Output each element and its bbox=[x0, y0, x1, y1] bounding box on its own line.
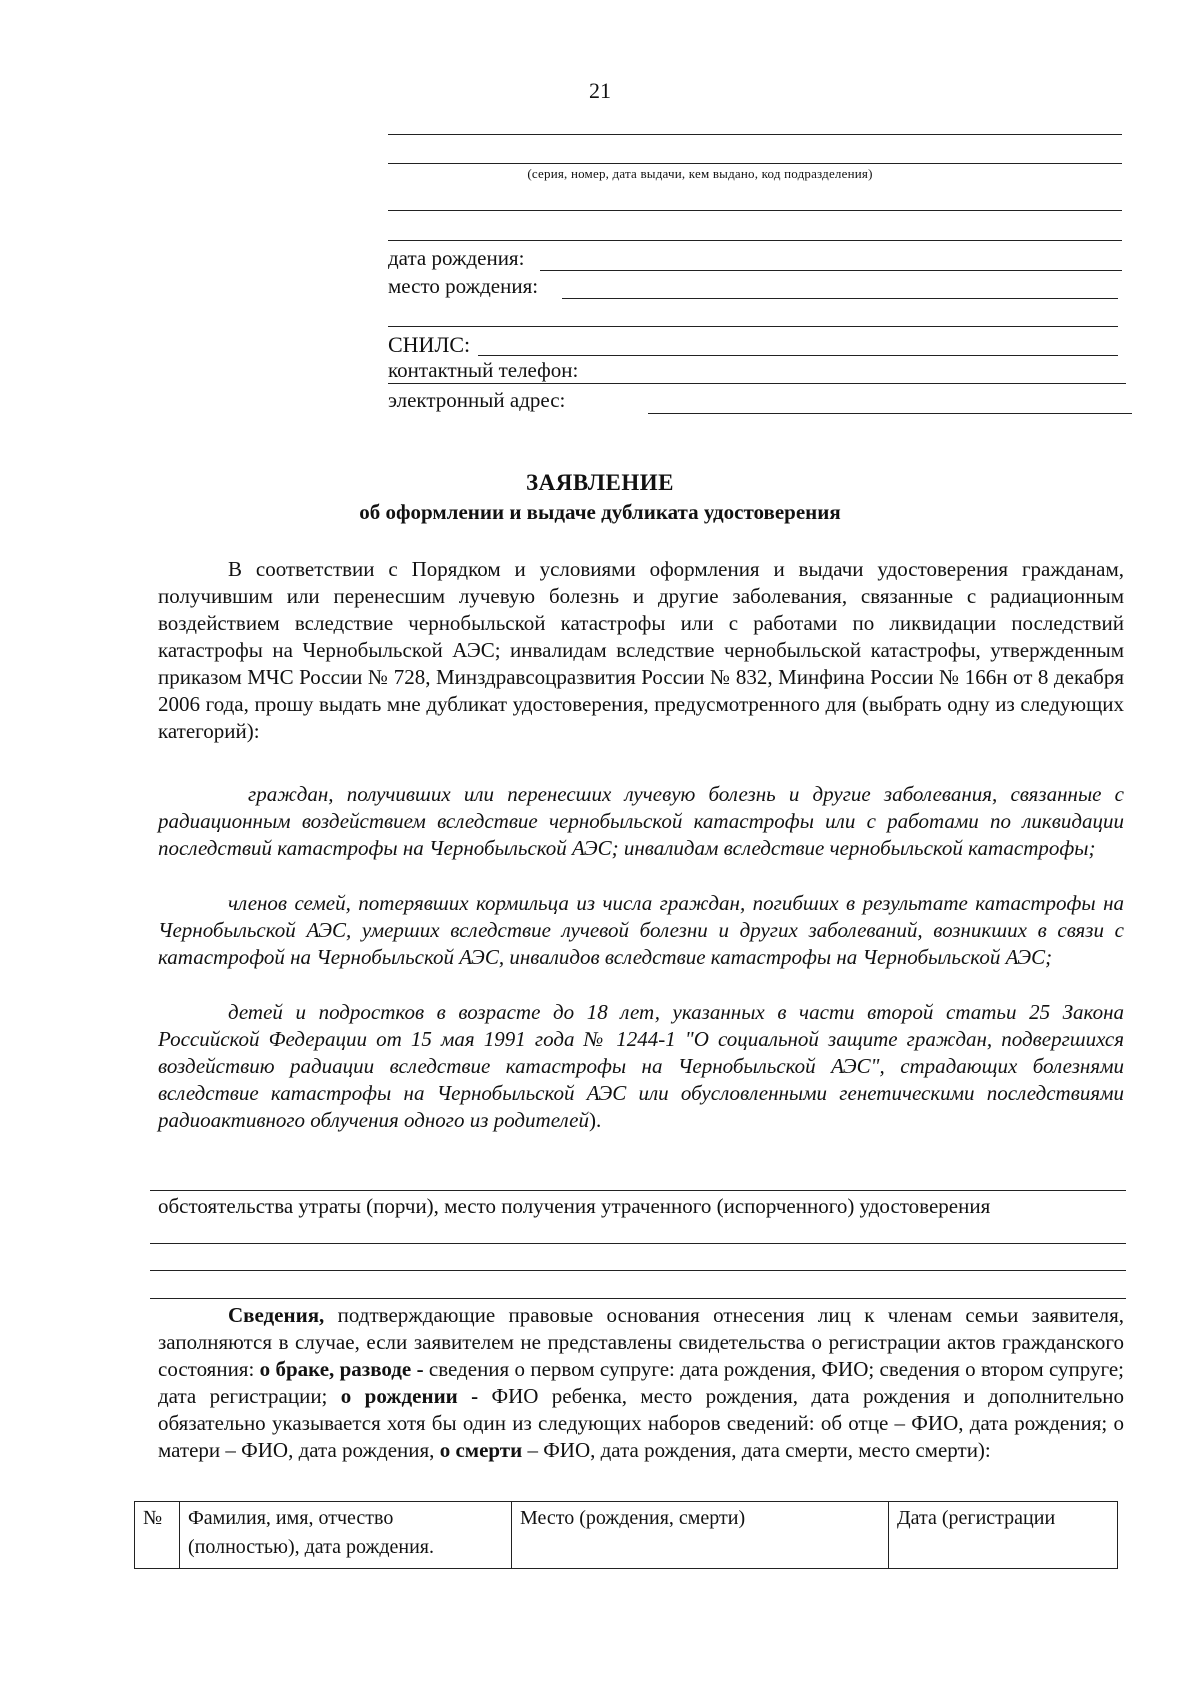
loss-line-2[interactable] bbox=[150, 1243, 1126, 1244]
table-header-name: Фамилия, имя, отчество (полностью), дата рождения. bbox=[180, 1502, 512, 1569]
snils-field[interactable] bbox=[478, 355, 1118, 356]
info-text-2: сведения о первом супруге: дата рождения, ФИО; сведения о втором супруге; дата регистрации; bbox=[158, 1357, 1124, 1408]
passport-line-4[interactable] bbox=[388, 240, 1122, 241]
info-paragraph bbox=[158, 1302, 1124, 1464]
loss-line-4[interactable] bbox=[150, 1298, 1126, 1299]
info-text-4: – ФИО, дата рождения, дата смерти, место смерти): bbox=[522, 1438, 991, 1462]
info-text-1: подтверждающие правовые основания отнесения лиц к членам семьи заявителя, заполняются в случае, если заявителем не представлены свидетельства о регистрации актов гражданского состояния: bbox=[158, 1303, 1124, 1381]
snils-label: СНИЛС: bbox=[388, 332, 471, 357]
loss-caption: обстоятельства утраты (порчи), место получения утраченного (испорченного) удостоверения bbox=[158, 1194, 991, 1218]
loss-line-1[interactable] bbox=[150, 1190, 1126, 1191]
passport-caption: (серия, номер, дата выдачи, кем выдано, код подразделения) bbox=[527, 166, 873, 181]
phone-label: контактный телефон: bbox=[388, 358, 579, 382]
birth-place-field[interactable] bbox=[562, 298, 1118, 299]
birth-date-field[interactable] bbox=[540, 270, 1122, 271]
passport-line-2[interactable] bbox=[388, 163, 1122, 164]
table-header-number: № bbox=[135, 1502, 180, 1569]
table-header-row bbox=[135, 1502, 1118, 1569]
phone-field[interactable] bbox=[388, 383, 1126, 384]
passport-line-3[interactable] bbox=[388, 210, 1122, 211]
info-lead: Сведения, bbox=[228, 1303, 325, 1327]
info-bold-death: о смерти bbox=[439, 1438, 523, 1462]
passport-line-1[interactable] bbox=[388, 134, 1122, 135]
birth-date-label: дата рождения: bbox=[388, 246, 525, 270]
category-option-2[interactable]: членов семей, потерявших кормильца из числа граждан, погибших в результате катастрофы на Чернобыльской АЭС, умерших вследствие лучевой болезни и других заболеваний, возникших в связи с катастрофой на Чернобыльской АЭС, инвалидов вследствие катастрофы на Чернобыльской АЭС; bbox=[158, 891, 1124, 969]
info-bold-birth: о рождении - bbox=[340, 1384, 479, 1408]
info-text-3: ФИО ребенка, место рождения, дата рождения и дополнительно обязательно указывается хотя бы один из следующих наборов сведений: об отце – ФИО, дата рождения; о матери – ФИО, дата рождения, bbox=[158, 1384, 1125, 1462]
table-header-date: Дата (регистрации bbox=[889, 1502, 1118, 1569]
intro-paragraph: В соответствии с Порядком и условиями оформления и выдачи удостоверения гражданам, получившим или перенесшим лучевую болезнь и другие заболевания, связанные с радиационным воздействием вследствие чернобыльской катастрофы или с работами по ликвидации последствий катастрофы на Чернобыльской АЭС; инвалидам вследствие чернобыльской катастрофы, утвержденным приказом МЧС России № 728, Минздравсоцразвития России № 832, Минфина России № 166н от 8 декабря 2006 года, прошу выдать мне дубликат удостоверения, предусмотренного для (выбрать одну из следующих категорий): bbox=[158, 557, 1124, 743]
table-header-place: Место (рождения, смерти) bbox=[512, 1502, 889, 1569]
category-closing: ). bbox=[589, 1108, 602, 1132]
birth-place-label: место рождения: bbox=[388, 274, 539, 298]
info-table bbox=[134, 1501, 1118, 1569]
birth-place-line-2[interactable] bbox=[388, 326, 1118, 327]
info-bold-marriage: о браке, разводе - bbox=[259, 1357, 424, 1381]
category-option-1[interactable]: граждан, получивших или перенесших лучевую болезнь и другие заболевания, связанные с радиационным воздействием вследствие чернобыльской катастрофы или с работами по ликвидации последствий катастрофы на Чернобыльской АЭС; инвалидам вследствие чернобыльской катастрофы; bbox=[158, 782, 1124, 860]
document-subtitle: об оформлении и выдаче дубликата удостоверения bbox=[359, 500, 841, 524]
loss-line-3[interactable] bbox=[150, 1270, 1126, 1271]
category-option-3[interactable] bbox=[158, 999, 1124, 1134]
category-option-3-text: детей и подростков в возрасте до 18 лет, указанных в части второй статьи 25 Закона Российской Федерации от 15 мая 1991 года № 1244-1 "О социальной защите граждан, подвергшихся воздействию радиации вследствие катастрофы на Чернобыльской АЭС", страдающих болезнями вследствие катастрофы на Чернобыльской АЭС или обусловленными генетическими последствиями радиоактивного облучения одного из родителей bbox=[158, 1000, 1124, 1132]
email-field[interactable] bbox=[648, 413, 1132, 414]
email-label: электронный адрес: bbox=[388, 388, 566, 412]
document-title: ЗАЯВЛЕНИЕ bbox=[526, 470, 674, 495]
page-number: 21 bbox=[589, 78, 611, 103]
